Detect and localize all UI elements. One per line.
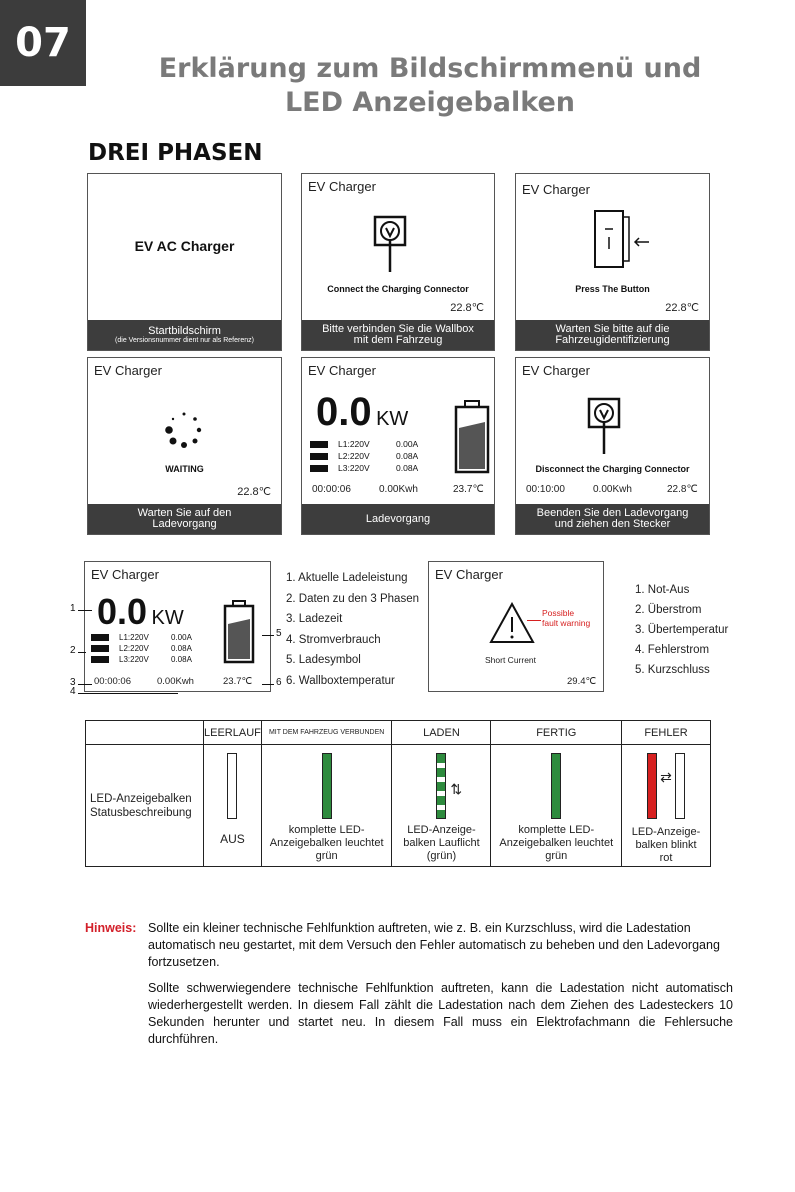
warning-pointer [527,620,541,621]
phase-current: 0.08A [396,463,419,473]
callout-line [78,610,92,611]
led-bar-off [675,753,685,819]
phase-current: 0.08A [171,644,192,653]
legend-item: 5. Ladesymbol [286,654,361,666]
phase-marker [310,441,328,448]
warning-text [542,608,590,628]
phase-marker [310,465,328,472]
table-header: FEHLER [622,721,711,745]
power-value: 0.0 [97,591,148,632]
loading-spinner-icon [164,410,204,450]
legend-item: 2. Daten zu den 3 Phasen [286,592,419,605]
device-header: EV Charger [308,179,376,194]
warning-line: fault warning [542,618,591,628]
phase-current: 0.00A [171,633,192,642]
status-error [622,745,711,867]
table-row [86,745,711,867]
phase-data [91,632,192,665]
power-unit: KW [151,607,184,629]
caption-charging [302,504,494,534]
table-header: FERTIG [491,721,622,745]
screen-press [515,173,710,351]
temperature: 23.7℃ [453,484,484,495]
led-status-table [85,720,711,867]
caption-line: Bitte verbinden Sie die Wallbox [322,323,474,335]
note-label-text: Hinweis: [85,921,137,935]
status-message: Connect the Charging Connector [327,284,469,294]
warning-line: Possible [542,608,575,618]
caption-line: Startbildschirm [148,324,221,337]
callout-3: 3 [70,677,76,688]
led-bar-running-light [436,753,446,819]
status-idle [204,745,262,867]
status-description: LED-Anzeige-balken blinkt rot [631,826,701,864]
callout-1: 1 [70,603,76,614]
phase-voltage: L3:220V [338,463,370,473]
fault-legend [635,580,728,680]
battery-icon [223,600,255,664]
temperature: 22.8℃ [450,302,484,314]
device-header: EV Charger [522,363,590,378]
led-bar-green [322,753,332,819]
page-title [100,52,760,120]
note-paragraph-2: Sollte schwerwiegendere technische Fehlfunktion auftreten, kann die Ladestation nicht automatisch wiederhergestellt werden. In diesem Fall zählt die Ladestation nach dem Ziehen des Ladesteckers 10 Sekunden herunter und startet neu. In diesem Fall muss ein Elektrofachmann die Fehlersuche durchführen. [148,981,733,1046]
legend-item: 3. Ladezeit [286,613,343,625]
page-number: 07 [0,0,86,86]
phase-data [310,438,418,474]
phase-current: 0.08A [171,655,192,664]
battery-icon [454,400,490,474]
screen-waiting [87,357,282,535]
annotated-charging-screen [84,561,271,692]
legend-item: 4. Fehlerstrom [635,644,710,656]
phase-marker [91,645,109,652]
caption-connect [302,320,494,350]
title-line-2: LED Anzeigebalken [284,87,576,118]
start-text: EV AC Charger [134,238,235,254]
charge-time: 00:00:06 [94,676,131,687]
caption-line: Warten Sie auf den [137,507,232,519]
callout-5: 5 [276,628,282,639]
temperature: 23.7℃ [223,676,253,687]
note-paragraph-1: Sollte ein kleiner technische Fehlfunktion auftreten, wie z. B. ein Kurzschluss, wird die Ladestation automatisch neu gestartet, mit dem Versuch den Fehler automatisch zu beheben und den Ladevorgang fortzusetzen. [148,921,720,969]
legend-item: 5. Kurzschluss [635,664,710,676]
caption-line: Beenden Sie den Ladevorgang [536,507,689,519]
status-message: Disconnect the Charging Connector [535,464,690,474]
callout-line [262,635,274,636]
callout-line [78,693,178,694]
device-header: EV Charger [94,363,162,378]
legend-item: 6. Wallboxtemperatur [286,674,395,687]
up-down-arrows-icon: ⇅ [450,781,463,797]
energy: 0.00Kwh [157,676,194,687]
status-charging [392,745,491,867]
charge-time: 00:10:00 [526,484,565,495]
legend-item: 3. Übertemperatur [635,624,729,636]
energy: 0.00Kwh [593,484,632,495]
status-description: komplette LED-Anzeigebalken leuchtet grün [499,824,614,862]
phase-voltage: L3:220V [119,655,149,664]
phase-voltage: L1:220V [338,439,370,449]
power-unit: KW [376,408,409,430]
phase-voltage: L1:220V [119,633,149,642]
status-connected [261,745,392,867]
caption-line: und ziehen den Stecker [554,518,671,530]
led-bar-off [227,753,237,819]
screen-fault [428,561,604,692]
status-description: komplette LED-Anzeigebalken leuchtet grün [269,824,384,862]
legend-item: 1. Not-Aus [635,584,690,596]
caption-line: Fahrzeugidentifizierung [555,334,670,346]
title-line-1: Erklärung zum Bildschirmmenü und [158,53,702,84]
phase-current: 0.08A [396,451,419,461]
table-header: MIT DEM FAHRZEUG VERBUNDEN [261,721,392,745]
wallbox-button-icon [591,209,651,271]
caption-waiting [88,504,281,534]
callout-2: 2 [70,645,76,656]
caption-line: mit dem Fahrzeug [353,334,443,346]
temperature: 29.4℃ [567,676,597,687]
section-heading: DREI PHASEN [88,140,263,166]
caption-note: (die Versionsnummer dient nur als Referenz) [115,336,254,344]
table-header: LADEN [392,721,491,745]
led-bar-red [647,753,657,819]
table-header-row [86,721,711,745]
plug-icon [586,396,626,456]
phase-voltage: L2:220V [119,644,149,653]
caption-line: Ladevorgang [152,518,217,530]
table-corner [86,721,204,745]
temperature: 22.8℃ [665,302,699,314]
screen-charging [301,357,495,535]
status-description: LED-Anzeige-balken Lauflicht (grün) [403,824,480,862]
phase-voltage: L2:220V [338,451,370,461]
status-message: WAITING [165,464,204,474]
phase-current: 0.00A [396,439,419,449]
device-header: EV Charger [522,182,590,197]
caption-line: Warten Sie bitte auf die [555,323,670,335]
device-header: EV Charger [435,567,503,582]
caption-disconnect [516,504,709,534]
legend-item: 2. Überstrom [635,604,702,616]
device-header: EV Charger [91,567,159,582]
fault-type: Short Current [485,655,537,665]
blink-arrows-icon: ⇄ [660,769,672,785]
screen-start [87,173,282,351]
callout-line [262,684,274,685]
caption-line: Ladevorgang [365,512,431,525]
plug-icon [372,214,412,274]
table-header: LEERLAUF [204,721,262,745]
callout-4: 4 [70,686,76,697]
callout-6: 6 [276,677,282,688]
screen-disconnect [515,357,710,535]
row-label: LED-Anzeigebalken Statusbeschreibung [86,745,204,867]
phase-marker [91,656,109,663]
screen-connect [301,173,495,351]
caption-start [88,320,281,350]
status-finished [491,745,622,867]
charge-time: 00:00:06 [312,484,351,495]
status-message: Press The Button [575,284,650,294]
note-label [85,920,136,937]
temperature: 22.8℃ [667,484,698,495]
power-value: 0.0 [316,390,372,434]
detail-legend [286,568,419,691]
phase-marker [91,634,109,641]
legend-item: 1. Aktuelle Ladeleistung [286,572,408,584]
device-header: EV Charger [308,363,376,378]
legend-item: 4. Stromverbrauch [286,633,381,646]
warning-triangle-icon [489,602,535,644]
callout-line [78,652,86,653]
callout-line [78,684,92,685]
temperature: 22.8℃ [237,486,271,498]
status-description: AUS [220,832,245,846]
energy: 0.00Kwh [379,484,418,495]
phase-marker [310,453,328,460]
caption-press [516,320,709,350]
led-bar-green [551,753,561,819]
